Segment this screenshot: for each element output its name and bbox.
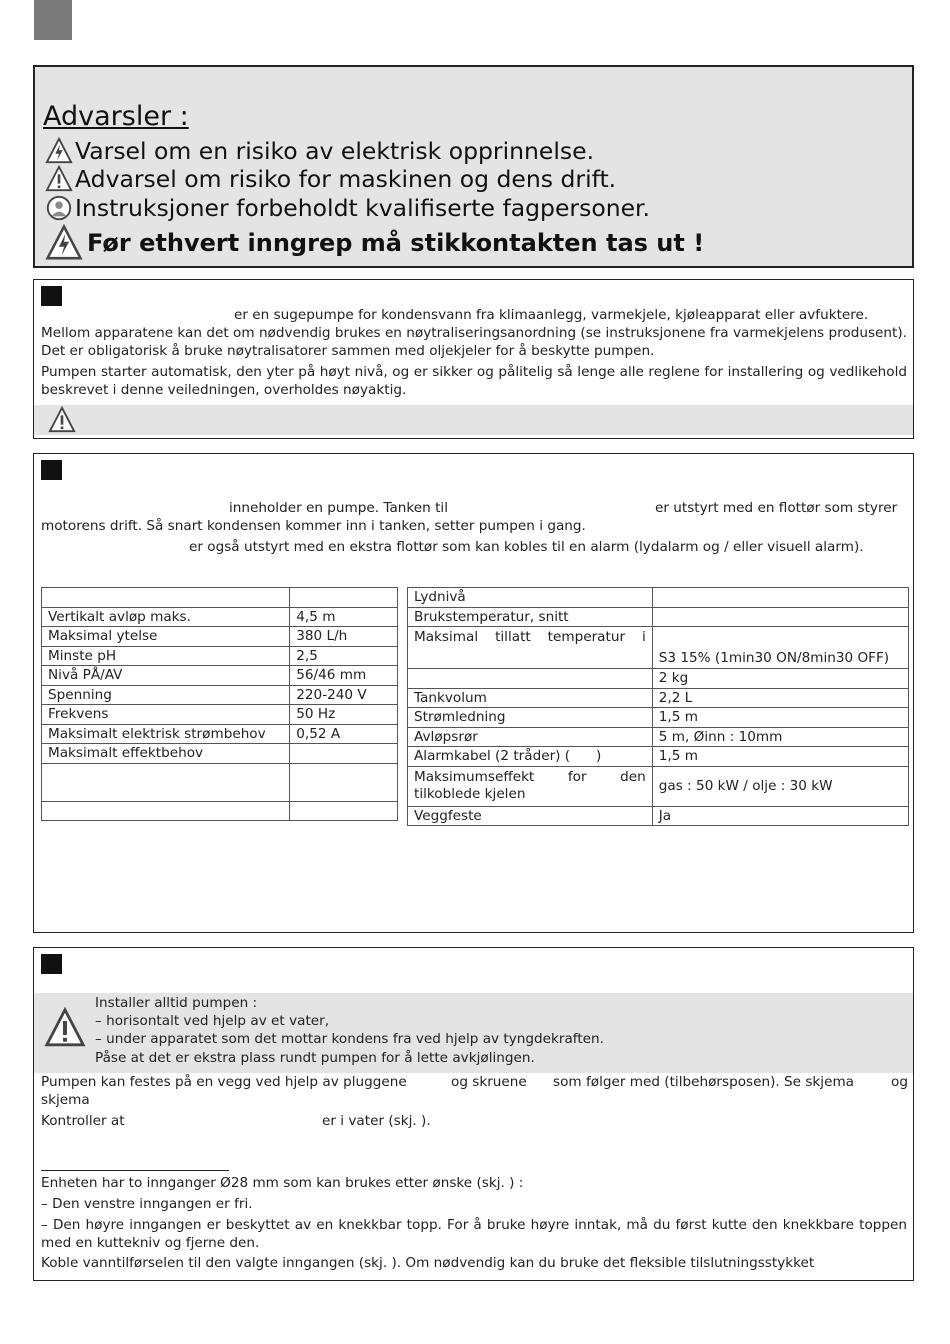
warning-qualified-text: Instruksjoner forbeholdt kvalifiserte fagpersoner. [75,194,651,222]
description-line2: Mellom apparatene kan det om nødvendig brukes en nøytraliseringsanordning (se instruksjonene fra varmekjelens produsent). Det er obligatorisk å bruke nøytralisatorer sammen med oljekjeler for å beskytte pumpen. [41,325,907,359]
table-cell: Avløpsrør [408,727,653,747]
description-line1: er en sugepumpe for kondensvann fra klimaanlegg, varmekjele, kjøleapparat eller avfuktere. [234,307,869,323]
table-cell: Maksimumseffekt for den tilkoblede kjelen [408,766,653,806]
table-cell [290,588,398,608]
table-cell: 4,5 m [290,607,398,627]
table-row [408,747,909,767]
spec-table-right [407,587,909,826]
table-cell: Maksimal tillatt temperatur i [408,627,653,669]
table-row [408,669,909,689]
table-cell: gas : 50 kW / olje : 30 kW [652,766,908,806]
table-row [42,763,398,801]
table-cell: Maksimal ytelse [42,627,290,647]
table-cell: 220-240 V [290,685,398,705]
section-marker [41,286,62,306]
table-row [42,588,398,608]
table-cell [652,607,908,627]
table-cell [42,588,290,608]
level-check-a: Kontroller at [41,1113,125,1129]
wall-mount-d: og [891,1074,908,1090]
warning-electric-text: Varsel om en risiko av elektrisk opprinnelse. [75,137,595,165]
general-warning-icon [48,406,76,434]
section-specifications [33,453,914,933]
table-row [42,744,398,764]
table-cell: Nivå PÅ/AV [42,666,290,686]
table-row [408,688,909,708]
table-cell [408,669,653,689]
table-row [408,588,909,608]
notice-line4: Påse at det er ekstra plass rundt pumpen for å lette avkjølingen. [95,1050,535,1066]
table-cell: 1,5 m [652,747,908,767]
table-row [42,607,398,627]
spec-intro-c: motorens drift. Så snart kondensen kommer inn i tanken, setter pumpen i gang. [41,518,586,534]
table-cell: Maksimalt effektbehov [42,744,290,764]
table-row [408,607,909,627]
page-tab-marker [34,0,72,40]
wall-mount-c: som følger med (tilbehørsposen). Se skjema [553,1074,855,1090]
spec-intro-a: inneholder en pumpe. Tanken til [229,500,448,516]
spec-intro-b: er utstyrt med en flottør som styrer [655,500,898,516]
table-cell: 380 L/h [290,627,398,647]
table-cell: Frekvens [42,705,290,725]
table-row [42,685,398,705]
general-warning-icon [45,165,73,193]
table-cell [42,763,290,801]
table-cell: Minste pH [42,646,290,666]
spec-intro-d: er også utstyrt med en ekstra flottør som kan kobles til en alarm (lydalarm og / eller visuell alarm). [189,539,864,555]
qualified-personnel-icon [45,194,73,222]
table-cell: Vertikalt avløp maks. [42,607,290,627]
wall-mount-b: og skruene [451,1074,527,1090]
warning-unplug [45,224,704,262]
spec-table-left [41,587,398,821]
subheading-line [41,1170,229,1171]
table-cell [652,588,908,608]
table-cell: 2,2 L [652,688,908,708]
table-cell: Brukstemperatur, snitt [408,607,653,627]
table-cell: 2,5 [290,646,398,666]
table-cell: Alarmkabel (2 tråder) ( ) [408,747,653,767]
table-cell: 50 Hz [290,705,398,725]
electric-warning-icon [45,137,73,165]
table-row [42,724,398,744]
table-cell: 0,52 A [290,724,398,744]
table-cell: 56/46 mm [290,666,398,686]
table-cell: 1,5 m [652,708,908,728]
notice-line3: – under apparatet som det mottar kondens fra ved hjelp av tyngdekraften. [95,1031,604,1047]
left-inlet-text: – Den venstre inngangen er fri. [41,1196,253,1212]
installation-notice [34,993,913,1073]
section-marker [41,954,62,974]
table-cell: Tankvolum [408,688,653,708]
description-line3: Pumpen starter automatisk, den yter på høyt nivå, og er sikker og pålitelig så lenge alle reglene for installering og vedlikehold beskrevet i denne veiledningen, overholdes nøyaktig. [41,364,907,398]
level-check-b: er i vater (skj. ). [322,1113,431,1129]
wall-mount-a: Pumpen kan festes på en vegg ved hjelp av pluggene [41,1074,407,1090]
table-cell [42,801,290,821]
inlets-text: Enheten har to innganger Ø28 mm som kan brukes etter ønske (skj. ) : [41,1175,524,1191]
table-cell [290,763,398,801]
table-row [42,801,398,821]
table-row [408,806,909,826]
table-cell: 5 m, Øinn : 10mm [652,727,908,747]
warning-unplug-text: Før ethvert inngrep må stikkontakten tas ut ! [87,229,705,257]
warnings-box [33,65,914,268]
table-cell: S3 15% (1min30 ON/8min30 OFF) [652,627,908,669]
table-row [42,627,398,647]
table-row [408,627,909,669]
table-cell: Ja [652,806,908,826]
table-cell: Spenning [42,685,290,705]
warning-electric [45,137,594,165]
section-marker [41,460,62,480]
warning-machine-text: Advarsel om risiko for maskinen og dens drift. [75,165,617,193]
table-row [42,666,398,686]
section-description [33,279,914,439]
connect-text: Koble vanntilførselen til den valgte inngangen (skj. ). Om nødvendig kan du bruke det fleksible tilslutningsstykket [41,1255,815,1271]
electric-warning-icon [45,224,83,262]
table-cell [290,801,398,821]
general-warning-icon [44,1007,86,1049]
wall-mount-e: skjema [41,1092,90,1108]
table-cell: Lydnivå [408,588,653,608]
warnings-title: Advarsler : [43,101,189,132]
table-cell [290,744,398,764]
table-cell: Veggfeste [408,806,653,826]
warning-qualified [45,194,650,222]
notice-bar [34,405,913,435]
table-cell: Strømledning [408,708,653,728]
table-row [408,708,909,728]
notice-line1: Installer alltid pumpen : [95,995,258,1011]
table-cell: 2 kg [652,669,908,689]
section-installation [33,947,914,1281]
table-row [42,705,398,725]
right-inlet-text: – Den høyre inngangen er beskyttet av en knekkbar topp. For å bruke høyre inntak, må du først kutte den knekkbare toppen med en kuttekniv og fjerne den. [41,1217,907,1251]
table-row [408,766,909,806]
table-row [408,727,909,747]
warning-machine [45,165,616,193]
table-cell: Maksimalt elektrisk strømbehov [42,724,290,744]
table-row [42,646,398,666]
notice-line2: – horisontalt ved hjelp av et vater, [95,1013,330,1029]
